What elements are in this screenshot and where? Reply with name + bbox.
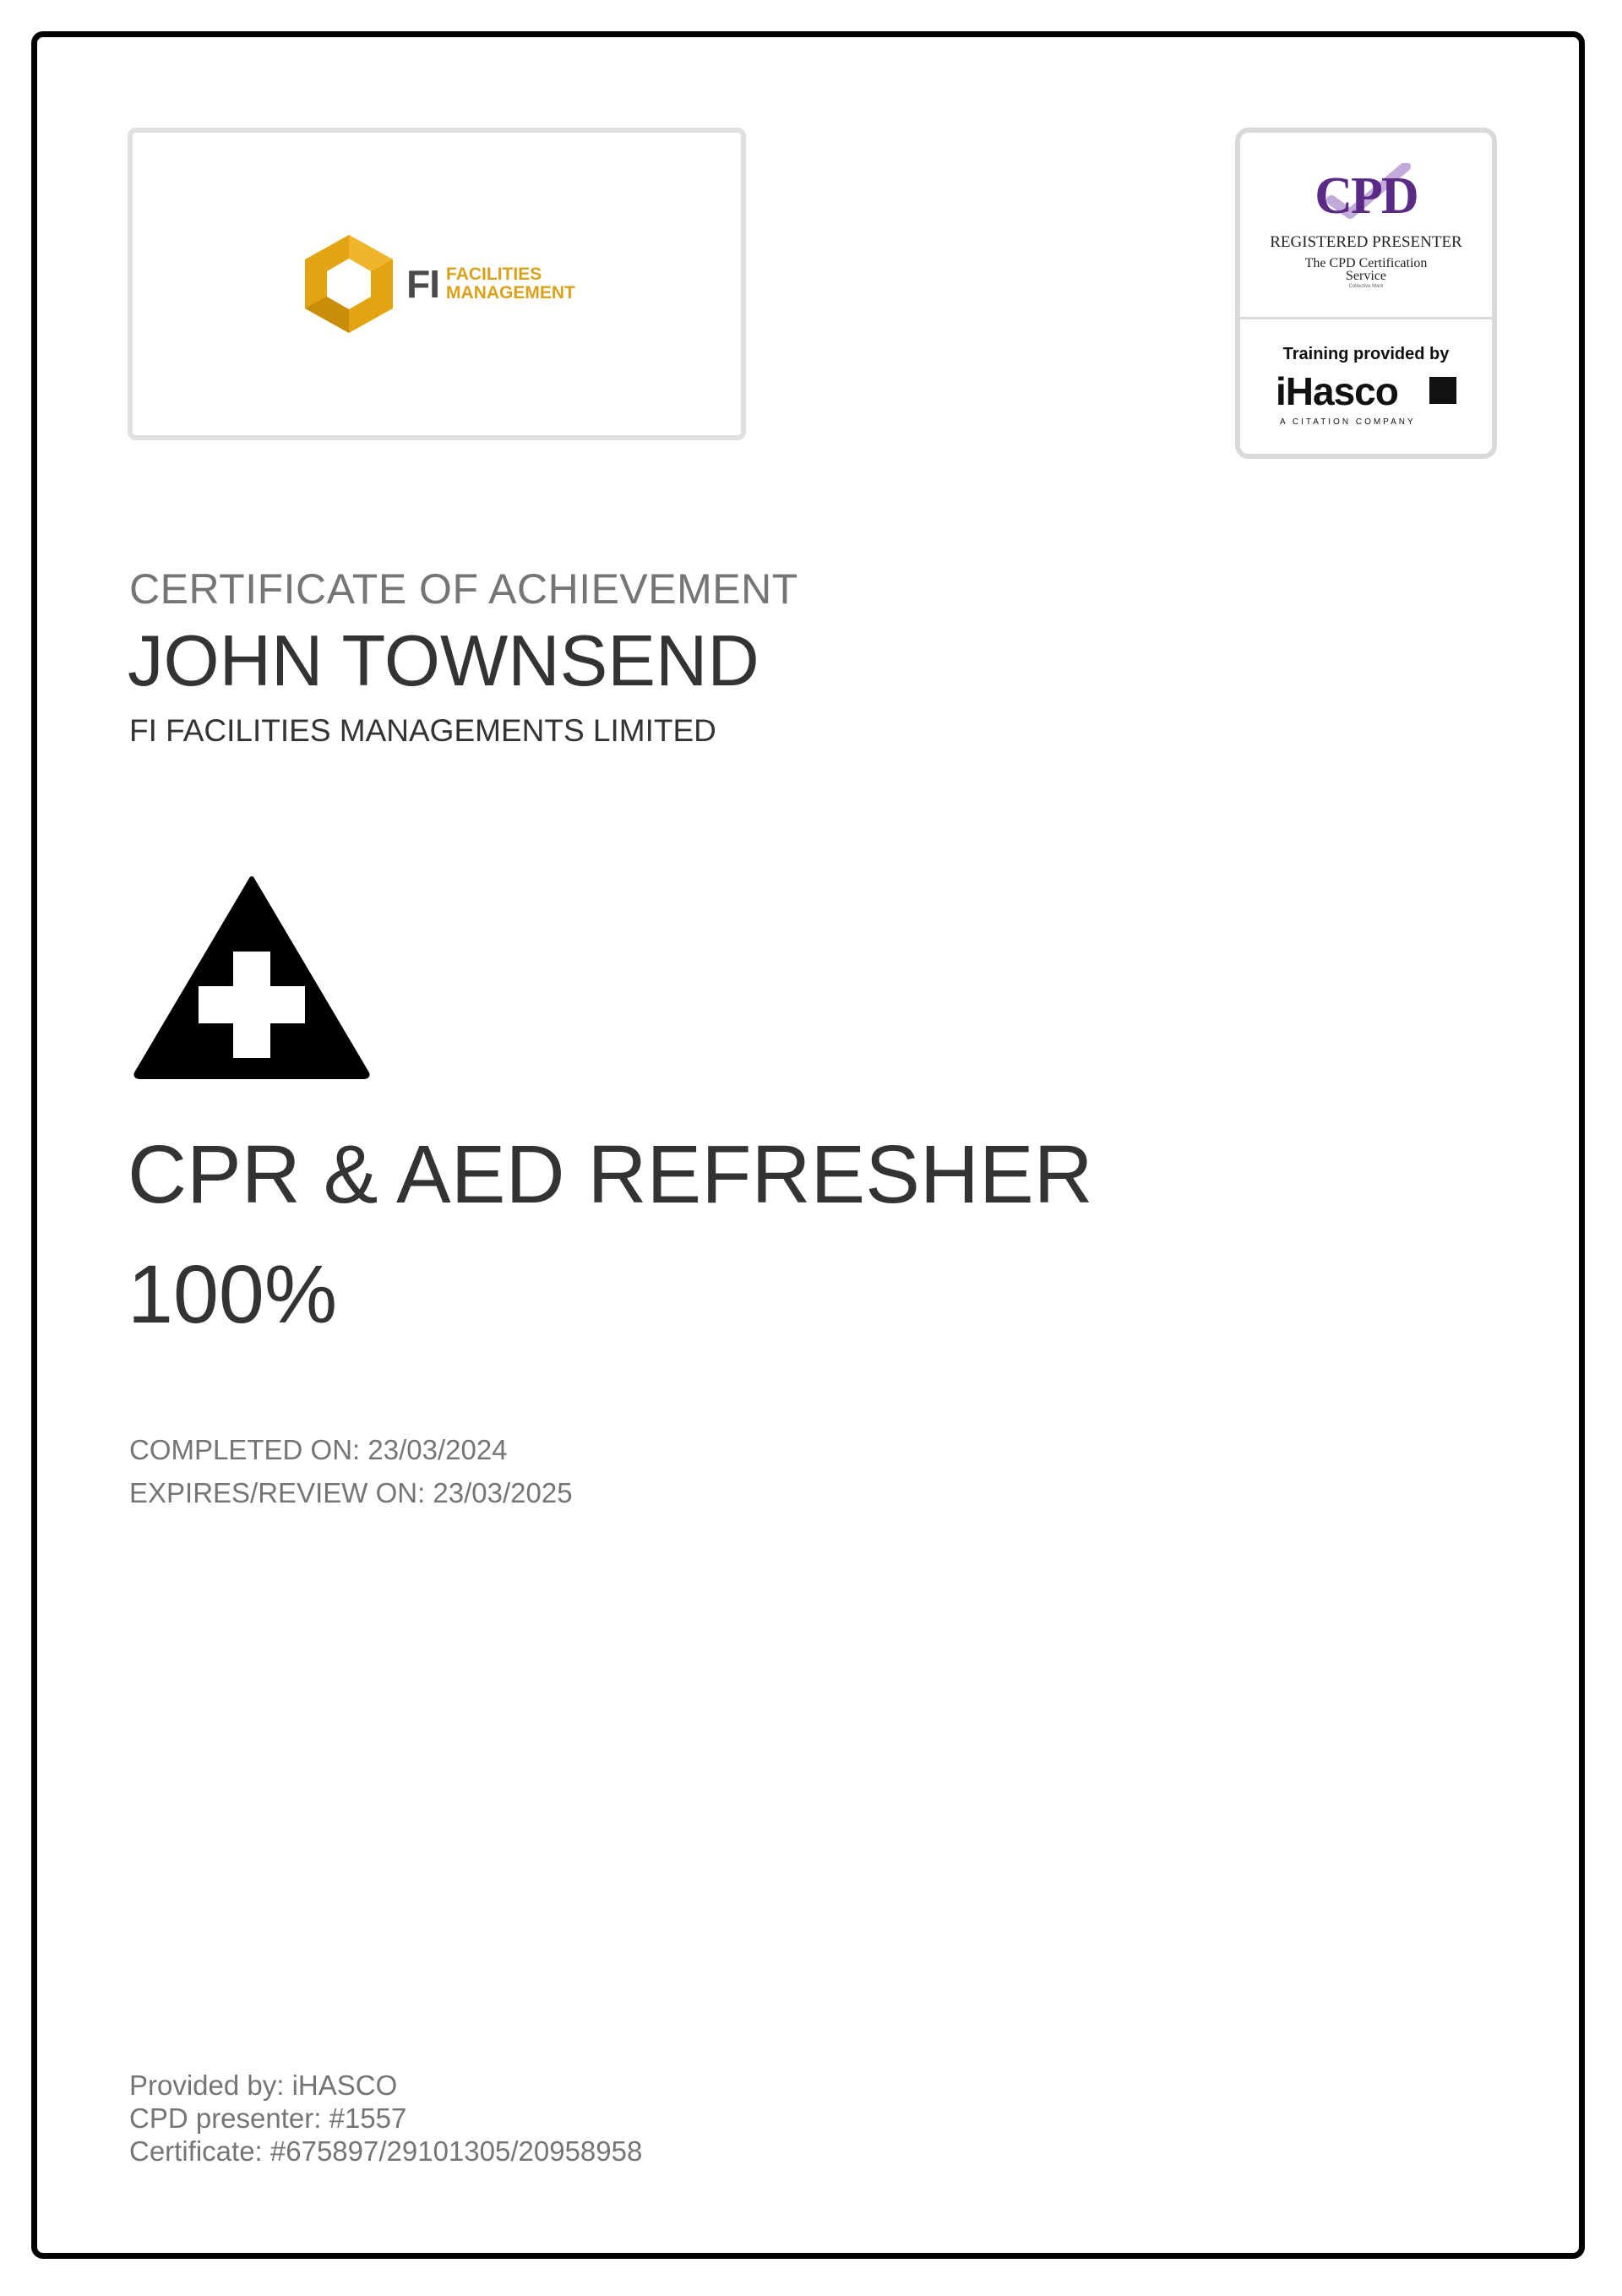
expires-review-date: EXPIRES/REVIEW ON: 23/03/2025 — [129, 1477, 573, 1508]
cpd-service-line2: Service — [1346, 269, 1386, 283]
completed-on-date: COMPLETED ON: 23/03/2024 — [129, 1434, 508, 1465]
organization-logo-box — [128, 128, 746, 440]
certificate-number-text: Certificate: #675897/29101305/20958958 — [129, 2135, 643, 2167]
logo-text-management: MANAGEMENT — [446, 283, 575, 303]
learner-name: JOHN TOWNSEND — [128, 621, 759, 701]
course-title: CPR & AED REFRESHER — [128, 1128, 1093, 1220]
training-provided-by-text: Training provided by — [1282, 345, 1450, 363]
first-aid-triangle-icon — [133, 874, 370, 1080]
company-name: FI FACILITIES MANAGEMENTS LIMITED — [129, 713, 716, 748]
ihasco-logo-text: iHasco — [1276, 369, 1398, 413]
registered-presenter-text: REGISTERED PRESENTER — [1270, 233, 1462, 251]
cpd-badge — [1235, 128, 1497, 459]
collective-mark-text: Collective Mark — [1348, 284, 1384, 289]
cpd-service-line1: The CPD Certification — [1304, 256, 1428, 270]
hexagon-logo-icon — [298, 232, 400, 336]
logo-text-facilities: FACILITIES — [446, 265, 542, 284]
course-score: 100% — [128, 1248, 338, 1340]
ihasco-square-icon — [1429, 377, 1456, 404]
cpd-registered-presenter-mark — [1240, 133, 1492, 319]
cpd-logo-text: CPD — [1314, 167, 1418, 225]
certificate-label: CERTIFICATE OF ACHIEVEMENT — [129, 565, 798, 613]
fi-initials-text: FI — [406, 262, 440, 306]
citation-company-text: A CITATION COMPANY — [1280, 417, 1416, 427]
cpd-presenter-text: CPD presenter: #1557 — [129, 2102, 407, 2134]
fi-facilities-management-logo — [298, 232, 575, 336]
provided-by-text: Provided by: iHASCO — [129, 2070, 398, 2101]
